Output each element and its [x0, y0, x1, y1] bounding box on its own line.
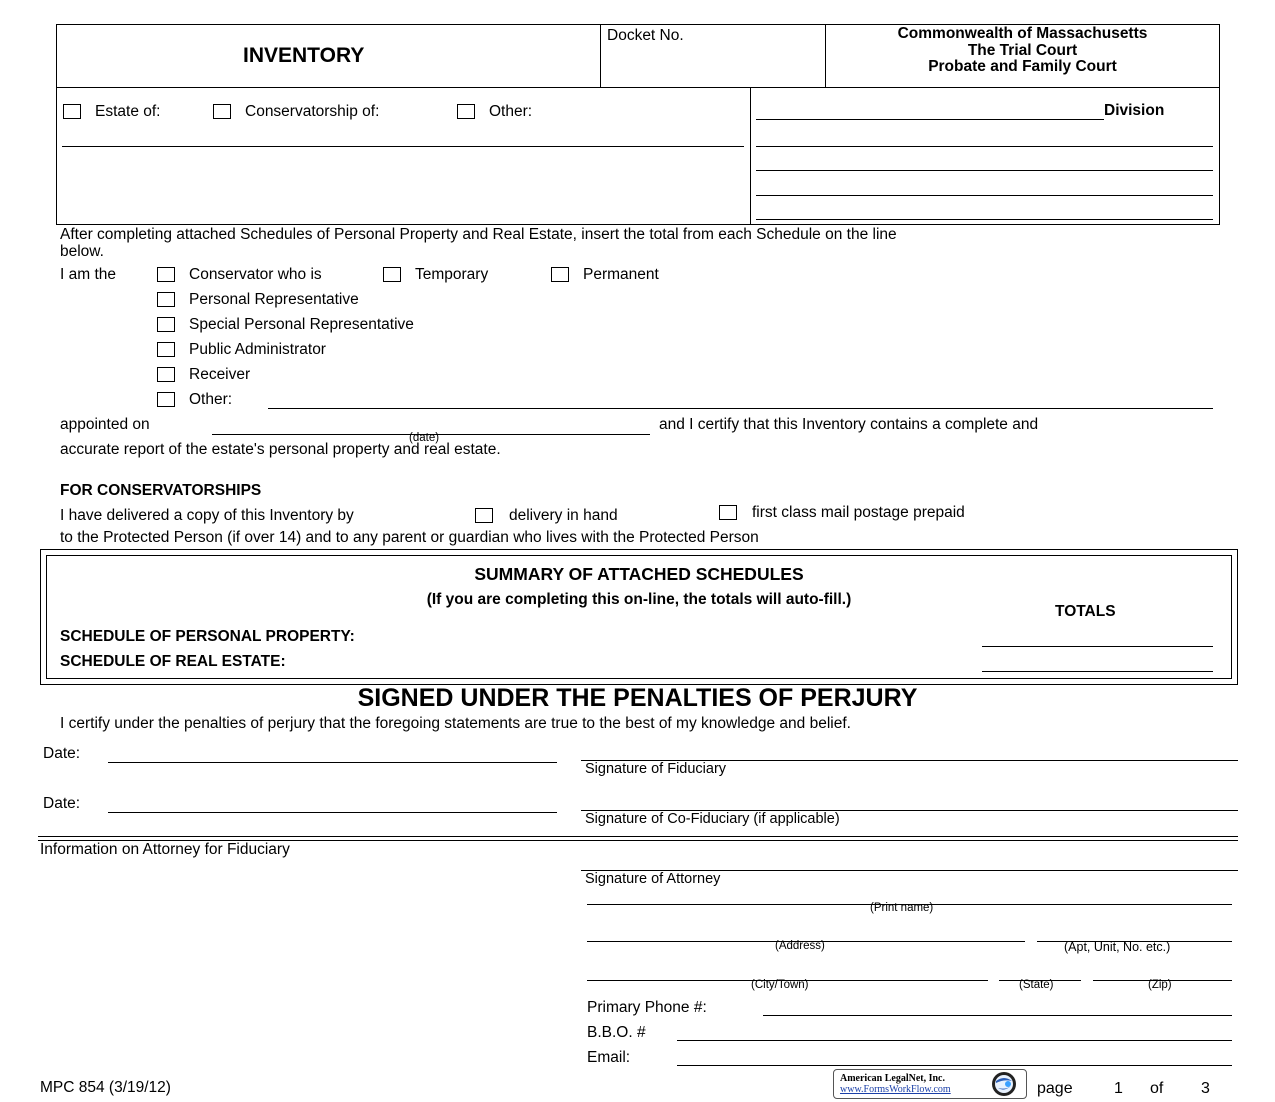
protected-person-text: to the Protected Person (if over 14) and to any parent or guardian who lives with the Protected Person	[60, 529, 759, 546]
date-label-1: Date:	[43, 745, 81, 762]
print-name-caption: (Print name)	[870, 902, 934, 914]
double-rule-top	[38, 836, 1238, 837]
delivery-hand-label: delivery in hand	[509, 507, 618, 524]
court-line-3: Probate and Family Court	[928, 58, 1117, 75]
vendor-globe-icon	[991, 1071, 1017, 1097]
date-line-2[interactable]	[108, 812, 557, 813]
appointed-line-2: accurate report of the estate's personal property and real estate.	[60, 441, 501, 458]
appointed-lead: appointed on	[60, 416, 150, 433]
other-type-label: Other:	[489, 103, 533, 120]
date-caption: (date)	[409, 432, 440, 444]
header-vdivider-1	[600, 24, 601, 87]
page-word: page	[1037, 1080, 1073, 1097]
attorney-heading: Information on Attorney for Fiduciary	[40, 841, 290, 858]
form-id: MPC 854 (3/19/12)	[40, 1079, 171, 1096]
perjury-statement: I certify under the penalties of perjury that the foregoing statements are true to the best of my knowledge and belief.	[60, 715, 851, 732]
vendor-url[interactable]: www.FormsWorkFlow.com	[840, 1084, 951, 1095]
first-class-mail-label: first class mail postage prepaid	[752, 504, 965, 521]
date-line-1[interactable]	[108, 762, 557, 763]
intro-line-1: After completing attached Schedules of Personal Property and Real Estate, insert the total from each Schedule on the line	[60, 226, 897, 243]
other-role-label: Other:	[189, 391, 233, 408]
division-extra-line-2[interactable]	[756, 170, 1213, 171]
docket-input[interactable]	[602, 46, 822, 84]
other-role-line[interactable]	[268, 408, 1213, 409]
temporary-label: Temporary	[415, 266, 489, 283]
bbo-line[interactable]	[677, 1040, 1232, 1041]
intro-line-2: below.	[60, 243, 104, 260]
summary-title: SUMMARY OF ATTACHED SCHEDULES	[474, 564, 804, 584]
header-vdivider-3	[750, 87, 751, 225]
estate-name-line[interactable]	[62, 146, 744, 147]
address-caption: (Address)	[775, 940, 825, 952]
header-divider	[56, 87, 1220, 88]
temporary-checkbox[interactable]	[383, 267, 401, 282]
of-word: of	[1150, 1080, 1164, 1097]
division-extra-line-4[interactable]	[756, 219, 1213, 220]
receiver-checkbox[interactable]	[157, 367, 175, 382]
personal-rep-checkbox[interactable]	[157, 292, 175, 307]
bbo-label: B.B.O. #	[587, 1024, 646, 1041]
phone-label: Primary Phone #:	[587, 999, 707, 1016]
division-line[interactable]	[756, 119, 1104, 120]
cofiduciary-signature-label: Signature of Co-Fiduciary (if applicable)	[585, 811, 840, 827]
role-lead: I am the	[60, 266, 116, 283]
apt-caption: (Apt, Unit, No. etc.)	[1064, 940, 1171, 954]
totals-heading: TOTALS	[1055, 603, 1116, 620]
special-personal-rep-label: Special Personal Representative	[189, 316, 414, 333]
division-label: Division	[1104, 102, 1165, 119]
conservatorship-checkbox[interactable]	[213, 104, 231, 119]
delivered-text: I have delivered a copy of this Inventory by	[60, 507, 354, 524]
real-estate-total[interactable]	[982, 671, 1213, 672]
personal-property-total[interactable]	[982, 646, 1213, 647]
estate-checkbox[interactable]	[63, 104, 81, 119]
real-estate-label: SCHEDULE OF REAL ESTATE:	[60, 653, 286, 670]
conservator-label: Conservator who is	[189, 266, 322, 283]
first-class-mail-checkbox[interactable]	[719, 505, 737, 520]
vendor-name: American LegalNet, Inc.	[840, 1073, 945, 1084]
email-label: Email:	[587, 1049, 631, 1066]
phone-line[interactable]	[763, 1015, 1232, 1016]
other-role-checkbox[interactable]	[157, 392, 175, 407]
permanent-label: Permanent	[583, 266, 659, 283]
page-number: 1	[1114, 1080, 1123, 1097]
zip-caption: (Zip)	[1148, 979, 1172, 991]
date-label-2: Date:	[43, 795, 81, 812]
court-line-2: The Trial Court	[967, 42, 1078, 59]
docket-label: Docket No.	[607, 27, 684, 44]
permanent-checkbox[interactable]	[551, 267, 569, 282]
court-line-1: Commonwealth of Massachusetts	[897, 25, 1148, 42]
receiver-label: Receiver	[189, 366, 251, 383]
summary-subtitle: (If you are completing this on-line, the totals will auto-fill.)	[426, 591, 852, 608]
delivery-hand-checkbox[interactable]	[475, 508, 493, 523]
special-personal-rep-checkbox[interactable]	[157, 317, 175, 332]
city-caption: (City/Town)	[751, 979, 809, 991]
personal-property-label: SCHEDULE OF PERSONAL PROPERTY:	[60, 628, 355, 645]
estate-label: Estate of:	[95, 103, 161, 120]
conservator-checkbox[interactable]	[157, 267, 175, 282]
penalties-heading: SIGNED UNDER THE PENALTIES OF PERJURY	[357, 684, 918, 712]
email-line[interactable]	[677, 1065, 1232, 1066]
public-admin-label: Public Administrator	[189, 341, 326, 358]
other-type-checkbox[interactable]	[457, 104, 475, 119]
division-extra-line-3[interactable]	[756, 195, 1213, 196]
personal-rep-label: Personal Representative	[189, 291, 359, 308]
fiduciary-signature-label: Signature of Fiduciary	[585, 761, 727, 777]
state-caption: (State)	[1019, 979, 1054, 991]
public-admin-checkbox[interactable]	[157, 342, 175, 357]
attorney-signature-label: Signature of Attorney	[585, 871, 721, 887]
certify-text: and I certify that this Inventory contains a complete and	[659, 416, 1039, 433]
form-title: INVENTORY	[243, 44, 365, 67]
division-extra-line-1[interactable]	[756, 146, 1213, 147]
conservatorship-label: Conservatorship of:	[245, 103, 380, 120]
conservatorships-heading: FOR CONSERVATORSHIPS	[60, 482, 262, 499]
page-total: 3	[1201, 1080, 1210, 1097]
